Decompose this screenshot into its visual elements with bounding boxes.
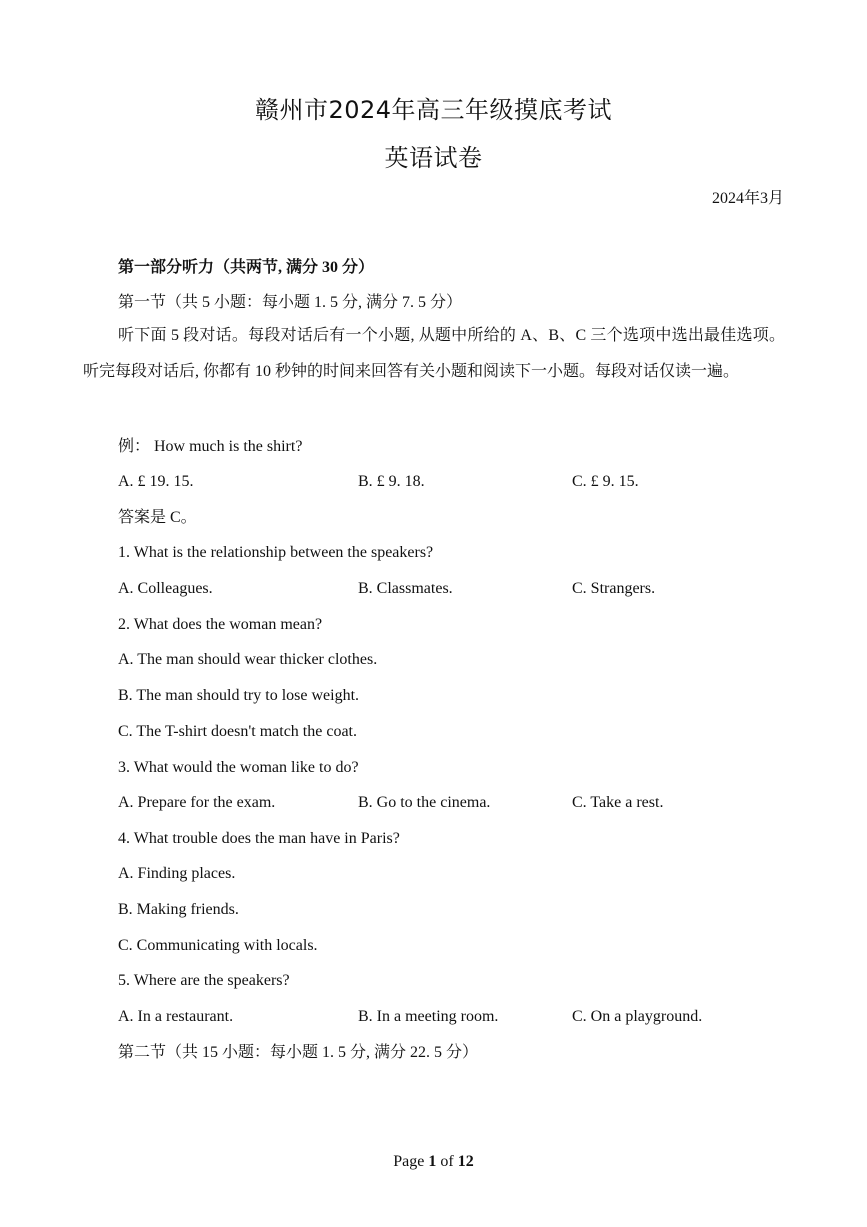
- example-answer: 答案是 C。: [118, 509, 197, 526]
- question-1-option-c: C. Strangers.: [572, 580, 656, 597]
- question-1-option-a: A. Colleagues.: [118, 580, 213, 597]
- part1-heading: 第一部分听力（共两节, 满分 30 分）: [118, 259, 375, 276]
- question-2-option-b: B. The man should try to lose weight.: [118, 687, 360, 704]
- question-5: 5. Where are the speakers?: [118, 972, 290, 989]
- exam-date: 2024年3月: [711, 190, 784, 207]
- listening-instructions: 听下面 5 段对话。每段对话后有一个小题, 从题中所给的 A、B、C 三个选项中选出最佳选项。听完每段对话后, 你都有 10 秒钟的时间来回答有关小题和阅读下一小题。每段对话仅读一遍。: [83, 327, 785, 380]
- question-2: 2. What does the woman mean?: [118, 616, 323, 633]
- question-5-option-c: C. On a playground.: [572, 1008, 703, 1025]
- footer-page-total: 12: [457, 1153, 474, 1170]
- example-option-b: B. £ 9. 18.: [358, 473, 425, 490]
- question-4-option-b: B. Making friends.: [118, 901, 239, 918]
- question-3-option-c: C. Take a rest.: [572, 794, 664, 811]
- footer-page-current: 1: [428, 1153, 437, 1170]
- question-2-option-c: C. The T-shirt doesn't match the coat.: [118, 723, 357, 740]
- footer-of-word: of: [440, 1153, 454, 1170]
- question-1-option-b: B. Classmates.: [358, 580, 453, 597]
- question-5-option-b: B. In a meeting room.: [358, 1008, 499, 1025]
- exam-title: 赣州市2024年高三年级摸底考试: [254, 96, 613, 124]
- question-4: 4. What trouble does the man have in Paris?: [118, 830, 400, 847]
- question-3: 3. What would the woman like to do?: [118, 759, 359, 776]
- question-2-option-a: A. The man should wear thicker clothes.: [118, 651, 378, 668]
- example-question: 例： How much is the shirt?: [118, 438, 303, 455]
- question-4-option-c: C. Communicating with locals.: [118, 937, 318, 954]
- example-option-a: A. £ 19. 15.: [118, 473, 194, 490]
- section1-heading: 第一节（共 5 小题：每小题 1. 5 分, 满分 7. 5 分）: [118, 294, 463, 311]
- question-1: 1. What is the relationship between the speakers?: [118, 544, 434, 561]
- question-5-option-a: A. In a restaurant.: [118, 1008, 234, 1025]
- question-3-option-a: A. Prepare for the exam.: [118, 794, 276, 811]
- footer-page-word: Page: [393, 1153, 425, 1170]
- section2-heading: 第二节（共 15 小题：每小题 1. 5 分, 满分 22. 5 分）: [118, 1044, 479, 1061]
- example-option-c: C. £ 9. 15.: [572, 473, 639, 490]
- question-4-option-a: A. Finding places.: [118, 865, 236, 882]
- question-3-option-b: B. Go to the cinema.: [358, 794, 491, 811]
- page-footer: [0, 1153, 867, 1171]
- exam-subtitle: 英语试卷: [384, 144, 483, 172]
